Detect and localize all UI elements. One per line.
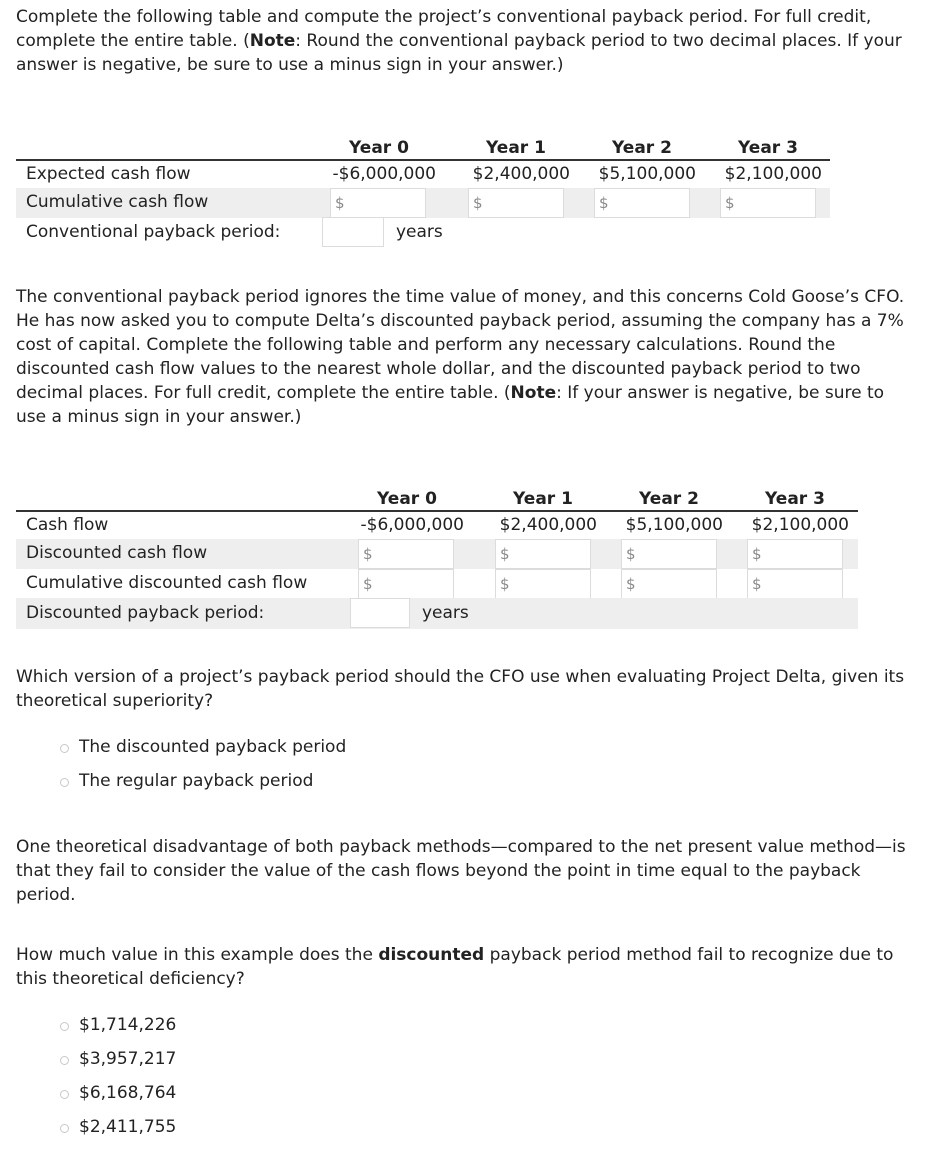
t1-cumulative-year2-input[interactable] [594, 188, 690, 218]
q2-option-label: $3,957,217 [79, 1049, 177, 1069]
t2-header-rule [16, 510, 858, 512]
dollar-sign: $ [599, 194, 609, 212]
para2-note-label: Note [510, 383, 557, 403]
t1-cumulative-year3-input[interactable] [720, 188, 816, 218]
t2-discounted-label: Discounted cash flow [26, 543, 208, 563]
t1-expected-label: Expected cash flow [26, 164, 191, 184]
question-2-text [16, 943, 916, 991]
q2-text-1: How much value in this example does the [16, 945, 379, 965]
dollar-sign: $ [363, 575, 373, 593]
t1-expected-year3: $2,100,000 [724, 164, 822, 184]
radio-circle-icon[interactable] [60, 1056, 69, 1065]
t1-header-year2: Year 2 [612, 138, 672, 158]
dollar-sign: $ [752, 575, 762, 593]
q2-option-label: $6,168,764 [79, 1083, 177, 1103]
para2-text-2: : If your answer is negative, be sure to use a minus sign in your answer.) [16, 383, 885, 427]
dollar-sign: $ [500, 575, 510, 593]
q2-option-2[interactable] [60, 1049, 176, 1069]
radio-circle-icon[interactable] [60, 744, 69, 753]
q1-option-label: The discounted payback period [79, 737, 347, 757]
q2-option-1[interactable] [60, 1015, 176, 1035]
t2-cashflow-year0: -$6,000,000 [360, 515, 464, 535]
t2-cumdisc-label: Cumulative discounted cash flow [26, 573, 308, 593]
q2-bold-word: discounted [378, 945, 485, 965]
dollar-sign: $ [725, 194, 735, 212]
q2-option-3[interactable] [60, 1083, 176, 1103]
t2-cashflow-label: Cash flow [26, 515, 109, 535]
t2-cashflow-year2: $5,100,000 [625, 515, 723, 535]
dollar-sign: $ [335, 194, 345, 212]
t2-discounted-year3-input[interactable] [747, 539, 843, 569]
t2-payback-input[interactable] [350, 598, 410, 628]
dollar-sign: $ [473, 194, 483, 212]
t2-header-year2: Year 2 [639, 489, 699, 509]
dollar-sign: $ [500, 545, 510, 563]
q2-option-4[interactable] [60, 1117, 176, 1137]
t1-payback-unit: years [396, 222, 443, 242]
radio-circle-icon[interactable] [60, 778, 69, 787]
question-1-text: Which version of a project’s payback period should the CFO use when evaluating Project Delta, given its theoretical superiority? [16, 667, 905, 711]
t2-discounted-year1-input[interactable] [495, 539, 591, 569]
radio-circle-icon[interactable] [60, 1090, 69, 1099]
t2-payback-unit: years [422, 603, 469, 623]
t1-cumulative-year1-input[interactable] [468, 188, 564, 218]
q1-option-discounted[interactable] [60, 737, 346, 757]
dollar-sign: $ [363, 545, 373, 563]
t1-header-year3: Year 3 [738, 138, 798, 158]
t2-payback-label: Discounted payback period: [26, 603, 265, 623]
t1-payback-label: Conventional payback period: [26, 222, 281, 242]
intro-instructions [16, 5, 916, 77]
t2-header-year3: Year 3 [765, 489, 825, 509]
intro-note-label: Note [249, 31, 296, 51]
t1-cumulative-year0-input[interactable] [330, 188, 426, 218]
t1-header-rule [16, 159, 830, 161]
t2-cashflow-year1: $2,400,000 [499, 515, 597, 535]
intro-text-1: Complete the following table and compute the project’s conventional payback period. For full credit, complete the entire table. ( [16, 7, 872, 51]
t1-cumulative-label: Cumulative cash flow [26, 192, 209, 212]
t2-discounted-year0-input[interactable] [358, 539, 454, 569]
discounted-instructions [16, 285, 916, 429]
q2-option-label: $2,411,755 [79, 1117, 177, 1137]
t1-expected-year1: $2,400,000 [472, 164, 570, 184]
q2-text-2: payback period method fail to recognize due to this theoretical deficiency? [16, 945, 894, 989]
t1-header-year0: Year 0 [349, 138, 409, 158]
dollar-sign: $ [626, 575, 636, 593]
q1-option-regular[interactable] [60, 771, 313, 791]
t2-cumdisc-year3-input[interactable] [747, 569, 843, 599]
dollar-sign: $ [752, 545, 762, 563]
theoretical-disadvantage-text: One theoretical disadvantage of both payback methods—compared to the net present value method—is that they fail to consider the value of the cash flows beyond the point in time equal to the payback period. [16, 837, 906, 905]
t2-discounted-year2-input[interactable] [621, 539, 717, 569]
intro-text-2: : Round the conventional payback period to two decimal places. If your answer is negative, be sure to use a minus sign in your answer.) [16, 31, 902, 75]
radio-circle-icon[interactable] [60, 1124, 69, 1133]
t2-cumdisc-year1-input[interactable] [495, 569, 591, 599]
t1-expected-year0: -$6,000,000 [332, 164, 436, 184]
t1-expected-year2: $5,100,000 [598, 164, 696, 184]
radio-circle-icon[interactable] [60, 1022, 69, 1031]
t2-cumdisc-year2-input[interactable] [621, 569, 717, 599]
t2-header-year1: Year 1 [513, 489, 573, 509]
t2-header-year0: Year 0 [377, 489, 437, 509]
t1-header-year1: Year 1 [486, 138, 546, 158]
para2-text-1: The conventional payback period ignores the time value of money, and this concerns Cold Goose’s CFO. He has now asked you to compute Delta’s discounted payback period, assuming the company has a 7% cost of capital. Complete the following table and perform any necessary calculations. Round the discounted cash flow values to the nearest whole dollar, and the discounted payback period to two decimal places. For full credit, complete the entire table. ( [16, 287, 905, 403]
dollar-sign: $ [626, 545, 636, 563]
q1-option-label: The regular payback period [79, 771, 314, 791]
q2-option-label: $1,714,226 [79, 1015, 177, 1035]
t1-payback-input[interactable] [322, 217, 384, 247]
t2-cashflow-year3: $2,100,000 [751, 515, 849, 535]
t2-cumdisc-year0-input[interactable] [358, 569, 454, 599]
